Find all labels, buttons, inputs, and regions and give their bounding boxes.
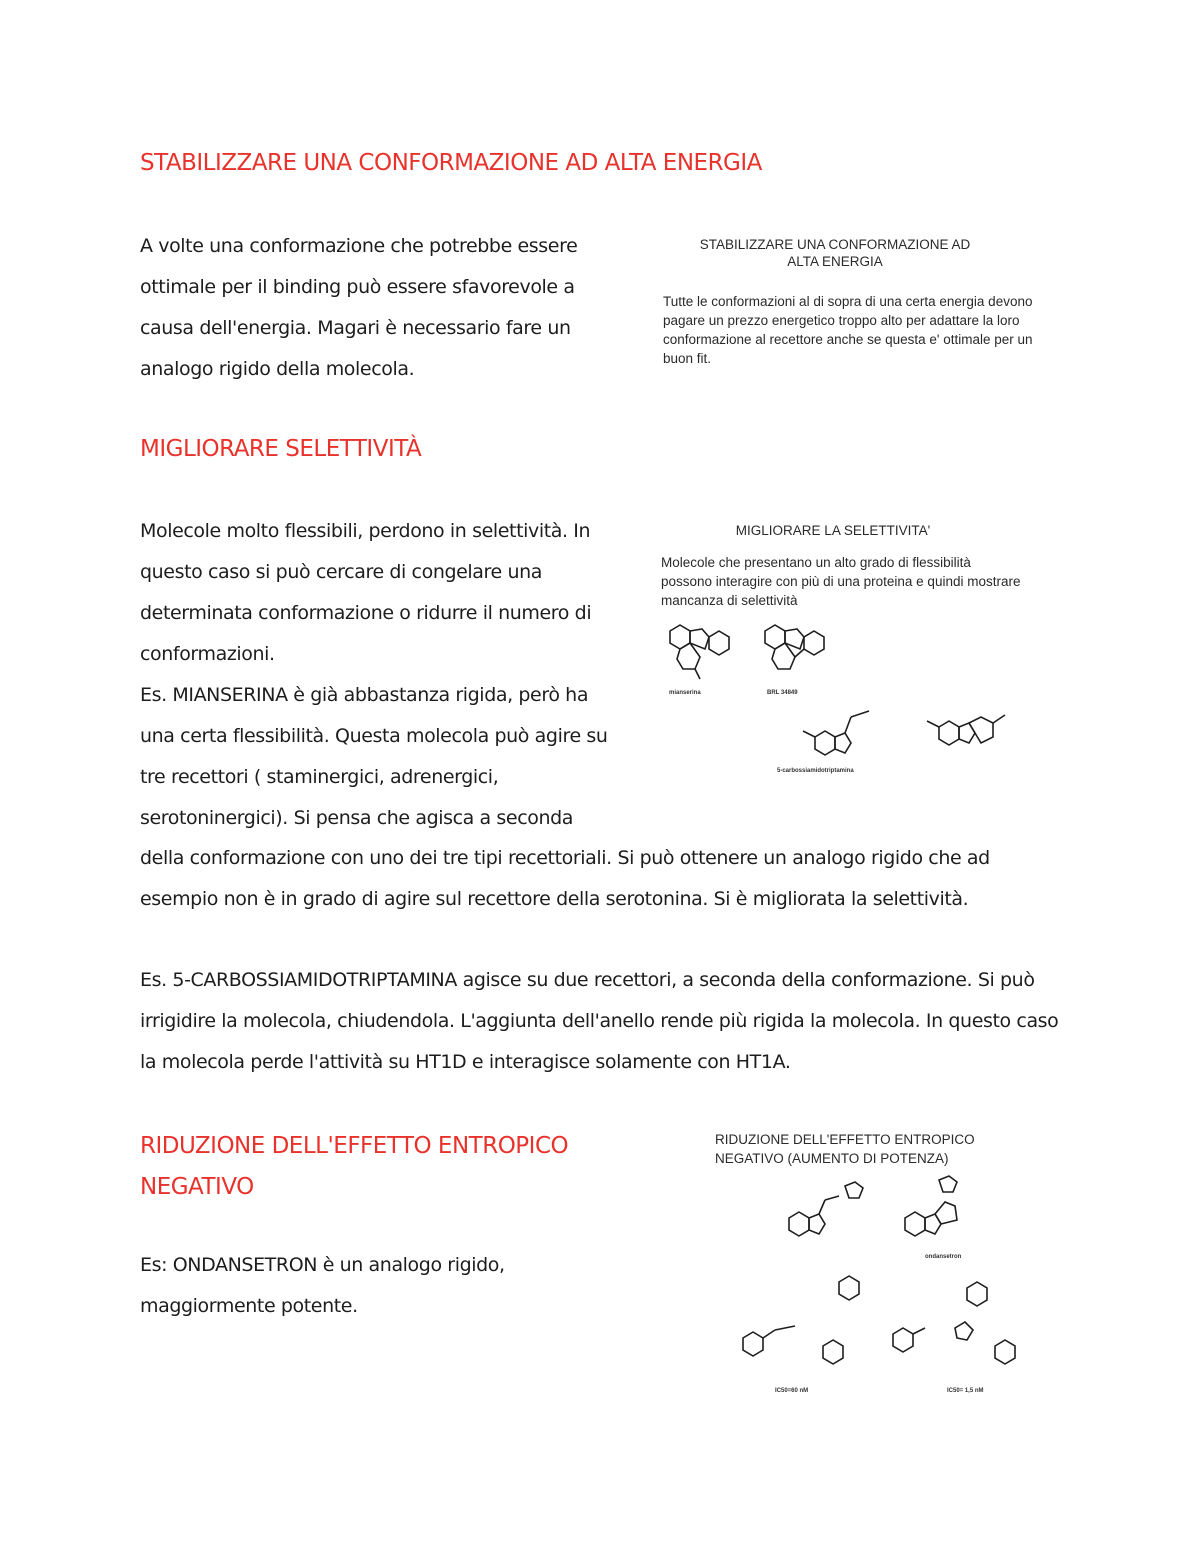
molecule-5-carbossiamidotriptamina — [803, 711, 869, 755]
molecule-mianserina — [670, 625, 729, 679]
label-ondansetron: ondansetron — [925, 1254, 962, 1260]
label-brl-34849: BRL 34849 — [767, 690, 798, 696]
molecule-structures-entropico — [715, 1170, 1025, 1410]
section-heading-entropico: RIDUZIONE DELL'EFFETTO ENTROPICO NEGATIVO — [140, 1133, 569, 1200]
figure-title: RIDUZIONE DELL'EFFETTO ENTROPICO NEGATIVO (AUMENTO DI POTENZA) — [715, 1132, 975, 1166]
figure-selettivita — [655, 522, 1040, 782]
molecule-sulfonamide-flexible — [743, 1276, 859, 1364]
section-body-carbossiamidotriptamina: Es. 5-CARBOSSIAMIDOTRIPTAMINA agisce su due recettori, a seconda della conformazione. Si può irrigidire la molecola, chiudendola. L'aggiunta dell'anello rende più rigida la molecola. In questo caso la molecola perde l'attività su HT1D e interagisce solamente con HT1A. — [140, 969, 1059, 1073]
section-body-stabilizzare: A volte una conformazione che potrebbe essere ottimale per il binding può essere sfavorevole a causa dell'energia. Magari è necessario fare un analogo rigido della molecola. — [140, 235, 578, 380]
figure-stabilizzare — [655, 236, 1040, 376]
molecule-ondansetron — [905, 1176, 957, 1236]
section-body-selettivita: Molecole molto flessibili, perdono in selettività. In questo caso si può cercare di congelare una determinata conformazione o ridurre il numero di conformazioni. Es. MIANSERINA è già abbastanza rigida, però ha una certa flessibilità. Questa molecola può agire su tre recettori ( staminergici, adrenergici, serotoninergici). Si pensa che agisca a seconda — [140, 520, 608, 829]
molecule-brl-34849 — [765, 625, 824, 669]
section-heading-stabilizzare: STABILIZZARE UNA CONFORMAZIONE AD ALTA ENERGIA — [140, 150, 762, 176]
section-heading-selettivita: MIGLIORARE SELETTIVITÀ — [140, 436, 422, 462]
figure-text: Molecole che presentano un alto grado di flessibilità possono interagire con più di una proteina e quindi mostrare mancanza di selettività — [661, 555, 1021, 608]
molecule-rigid-analogue — [927, 715, 1005, 745]
figure-title: MIGLIORARE LA SELETTIVITA' — [735, 523, 931, 538]
section-body-entropico: Es: ONDANSETRON è un analogo rigido, maggiormente potente. — [140, 1254, 505, 1317]
figure-title: STABILIZZARE UNA CONFORMAZIONE AD ALTA ENERGIA — [699, 237, 971, 269]
label-5-carbossiamidotriptamina: 5-carbossiamidotriptamina — [777, 768, 854, 774]
label-ic50-flexible: IC50=60 nM — [775, 1388, 809, 1394]
figure-entropico — [715, 1130, 1025, 1410]
label-ic50-rigid: IC50= 1,5 nM — [947, 1388, 984, 1394]
figure-text: Tutte le conformazioni al di sopra di una certa energia devono pagare un prezzo energetico troppo alto per adattare la loro conformazione al recettore anche se questa e' ottimale per un buon fit. — [663, 294, 1033, 366]
label-mianserina: mianserina — [669, 690, 701, 696]
molecule-flexible-analogue — [789, 1182, 863, 1236]
section-body-selettivita-continued: della conformazione con uno dei tre tipi recettoriali. Si può ottenere un analogo rigido che ad esempio non è in grado di agire sul recettore della serotonina. Si è migliorata la selettività. — [140, 847, 990, 910]
molecule-sulfonamide-rigid — [893, 1282, 1015, 1364]
